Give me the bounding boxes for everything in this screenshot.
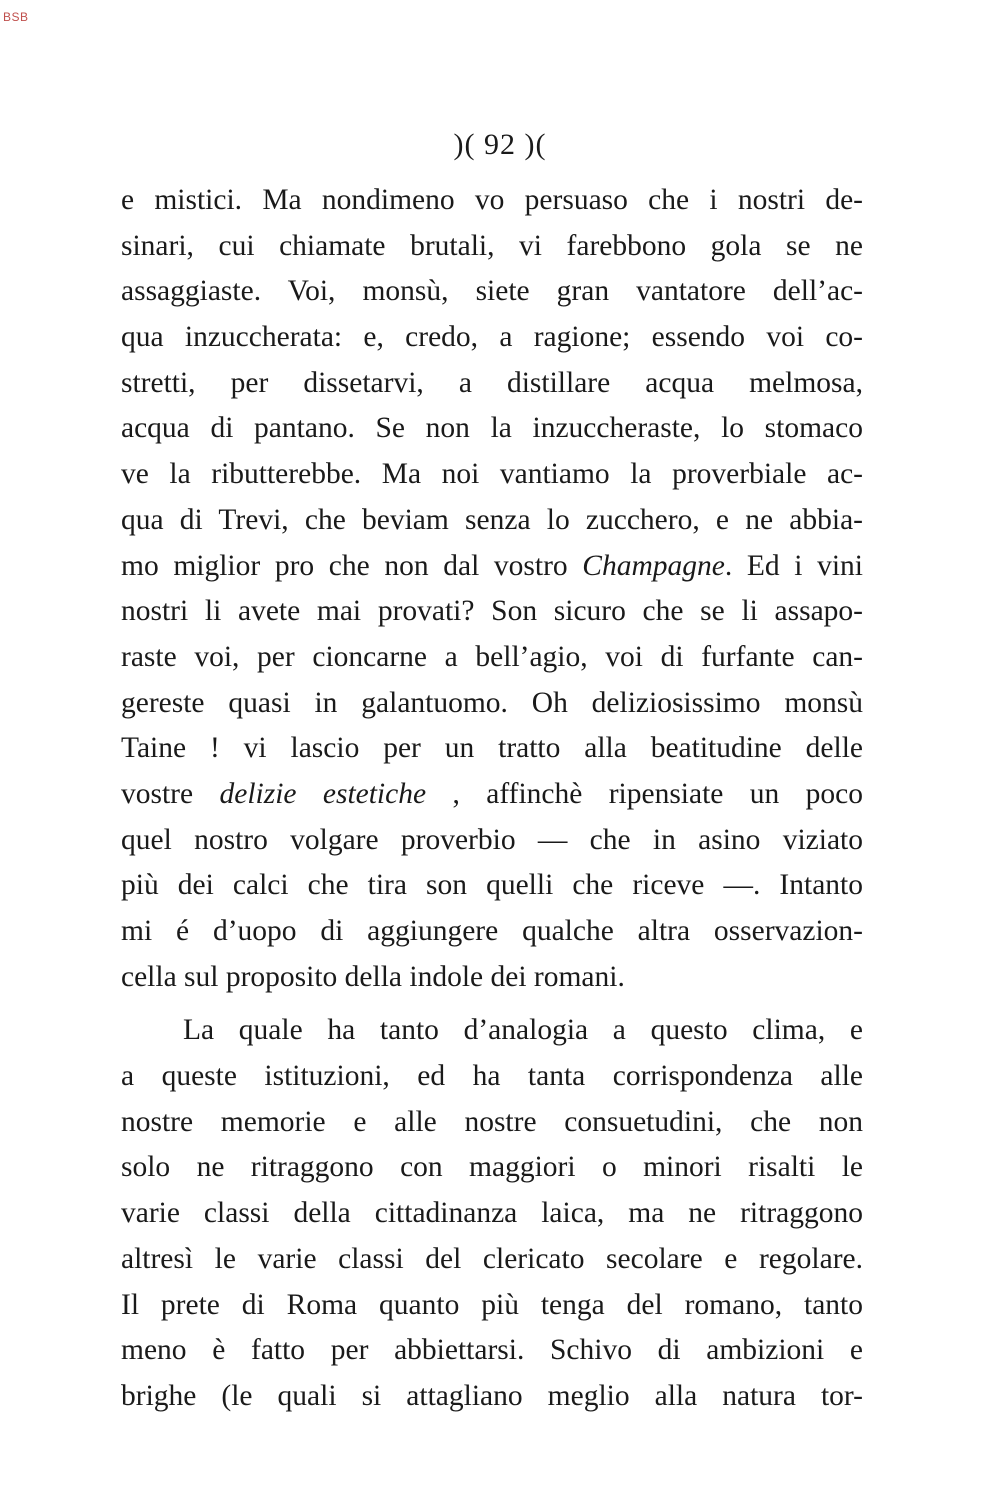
text-line: La quale ha tanto d’analogia a questo clima, e — [183, 1014, 863, 1047]
page-number: )( 92 )( — [453, 128, 547, 161]
italic-text: delizie estetiche — [219, 777, 427, 810]
text-line: sinari, cui chiamate brutali, vi farebbono gola se ne — [121, 229, 863, 262]
text-line: cella sul proposito della indole dei romani. — [121, 960, 625, 993]
text-line: raste voi, per cioncarne a bell’agio, voi di furfante can- — [121, 640, 863, 673]
text-line: Il prete di Roma quanto più tenga del romano, tanto — [121, 1288, 863, 1321]
text-line: Taine ! vi lascio per un tratto alla beatitudine delle — [121, 732, 863, 765]
page-body — [121, 178, 863, 1420]
text-line — [121, 772, 863, 818]
text-line: varie classi della cittadinanza laica, ma ne ritraggono — [121, 1197, 863, 1230]
text-line: mi é d’uopo di aggiungere qualche altra osservazion- — [121, 915, 863, 947]
text-line: nostre memorie e alle nostre consuetudini, che non — [121, 1105, 863, 1138]
text-line: assaggiaste. Voi, monsù, siete gran vantatore dell’ac- — [121, 275, 863, 308]
text-segment: vostre — [121, 777, 220, 810]
text-line: a queste istituzioni, ed ha tanta corrispondenza alle — [121, 1060, 863, 1093]
text-line: altresì le varie classi del clericato secolare e regolare. — [121, 1242, 863, 1275]
library-watermark: BSB — [3, 10, 29, 24]
paragraph-spacer — [121, 1000, 863, 1008]
text-line: acqua di pantano. Se non la inzuccheraste, lo stomaco — [121, 412, 863, 445]
text-line: qua di Trevi, che beviam senza lo zucchero, e ne abbia- — [121, 503, 863, 536]
text-segment: mo miglior pro che non dal vostro — [121, 549, 583, 582]
text-line: meno è fatto per abbiettarsi. Schivo di ambizioni e — [121, 1334, 863, 1367]
text-line: solo ne ritraggono con maggiori o minori risalti le — [121, 1151, 863, 1184]
text-line: qua inzuccherata: e, credo, a ragione; essendo voi co- — [121, 321, 863, 354]
text-line: ve la ributterebbe. Ma noi vantiamo la proverbiale ac- — [121, 458, 863, 491]
paragraph — [121, 178, 863, 1000]
text-line: stretti, per dissetarvi, a distillare acqua melmosa, — [121, 366, 863, 399]
text-line: gereste quasi in galantuomo. Oh deliziosissimo monsù — [121, 686, 863, 719]
text-segment: , affinchè ripensiate un poco — [426, 777, 864, 810]
text-line: quel nostro volgare proverbio — che in asino viziato — [121, 823, 863, 856]
italic-text: Champagne — [582, 549, 725, 582]
paragraph — [121, 1008, 863, 1419]
text-line: e mistici. Ma nondimeno vo persuaso che i nostri de- — [121, 184, 863, 216]
text-line — [121, 544, 863, 590]
text-line: più dei calci che tira son quelli che riceve —. Intanto — [121, 869, 863, 902]
text-line: brighe (le quali si attagliano meglio alla natura tor- — [121, 1379, 863, 1412]
text-line: nostri li avete mai provati? Son sicuro che se li assapo- — [121, 595, 863, 628]
text-segment: . Ed i vini — [724, 549, 864, 582]
